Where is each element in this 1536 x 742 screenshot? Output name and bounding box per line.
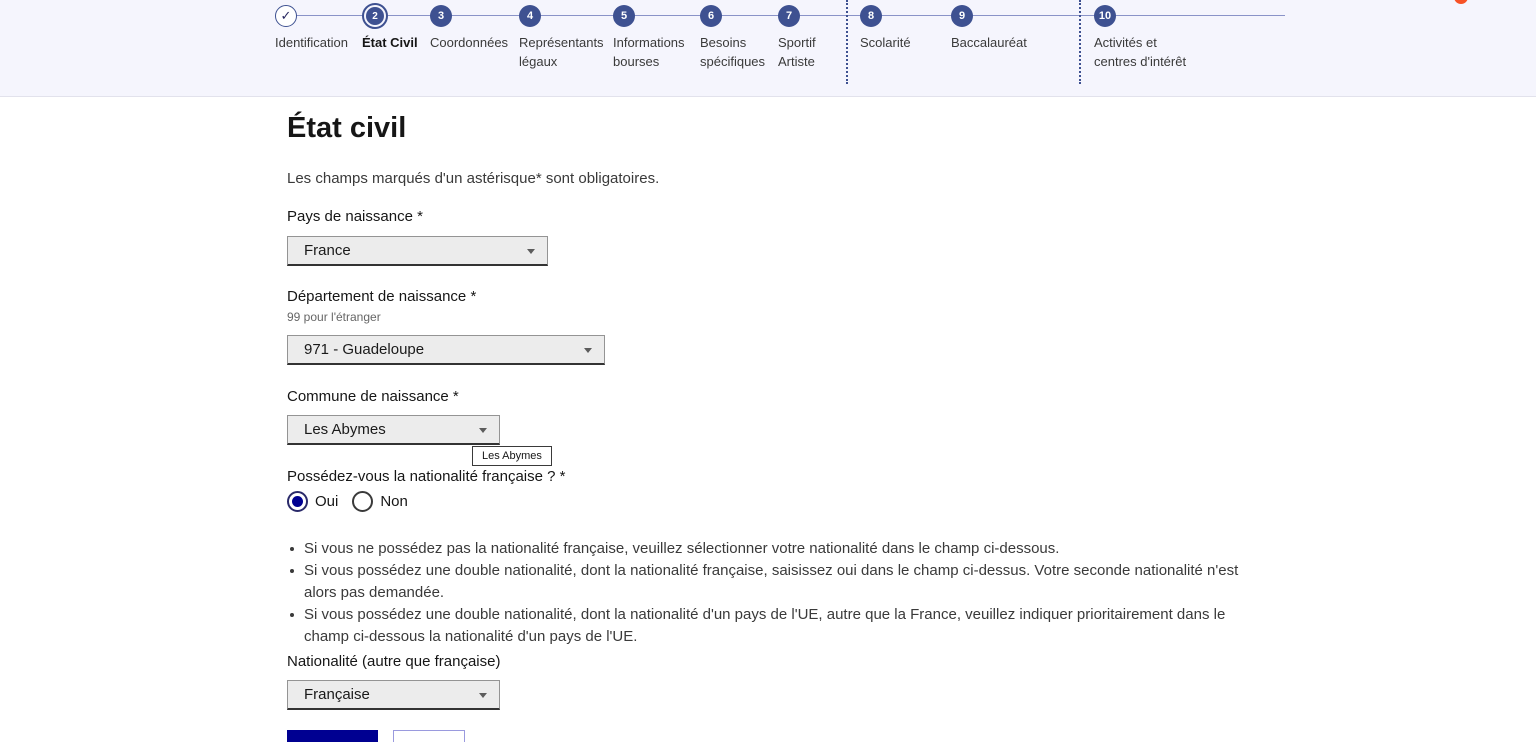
chevron-down-icon: [527, 249, 535, 254]
step-number: 7: [778, 5, 800, 27]
pays-naissance-value: France: [304, 242, 351, 259]
commune-naissance-select[interactable]: [287, 415, 500, 445]
notification-dot: [1454, 0, 1468, 4]
secondary-button[interactable]: [393, 730, 465, 742]
step-label: Sportif Artiste: [778, 35, 816, 69]
step-done-check-icon: ✓: [275, 5, 297, 27]
commune-naissance-label: Commune de naissance *: [287, 388, 459, 405]
chevron-down-icon: [479, 693, 487, 698]
stepper-step-activites-centres-interet[interactable]: [1094, 5, 1186, 71]
nationalite-radio-group: [287, 491, 408, 512]
radio-button-unchecked[interactable]: [352, 491, 373, 512]
nationality-info-list: [287, 538, 1239, 648]
list-item: Si vous ne possédez pas la nationalité française, veuillez sélectionner votre nationalité dans le champ ci-dessous.: [287, 538, 1239, 560]
stepper-step-etat-civil[interactable]: [362, 3, 418, 52]
stepper-step-baccalaureat[interactable]: [951, 5, 1027, 52]
step-label: Besoins spécifiques: [700, 35, 766, 69]
step-label: Activités et centres d'intérêt: [1094, 35, 1187, 69]
stepper-step-scolarite[interactable]: [860, 5, 911, 52]
step-label: Identification: [275, 35, 348, 50]
nationalite-autre-value: Française: [304, 686, 370, 703]
radio-option-non[interactable]: [352, 491, 408, 512]
list-item: Si vous possédez une double nationalité, dont la nationalité d'un pays de l'UE, autre que la France, veuillez indiquer prioritairement dans le champ ci-dessous la nationalité d'un pays de l'UE.: [287, 604, 1239, 648]
step-label: État Civil: [362, 35, 418, 50]
step-active-ring: [362, 3, 388, 29]
stepper-step-identification[interactable]: [275, 5, 348, 52]
stepper-section-divider: [1079, 0, 1081, 84]
step-label: Baccalauréat: [951, 35, 1027, 50]
radio-label-non: Non: [380, 493, 408, 510]
pays-naissance-select[interactable]: [287, 236, 548, 266]
step-number: 3: [430, 5, 452, 27]
stepper-section-divider: [846, 0, 848, 84]
stepper-step-sportif-artiste[interactable]: [778, 5, 816, 71]
required-fields-note: Les champs marqués d'un astérisque* sont obligatoires.: [287, 170, 660, 187]
step-label: Représentants légaux: [519, 35, 604, 69]
step-label: Coordonnées: [430, 35, 509, 50]
radio-button-checked[interactable]: [287, 491, 308, 512]
radio-label-oui: Oui: [315, 493, 339, 510]
page-title: État civil: [287, 112, 407, 144]
chevron-down-icon: [479, 428, 487, 433]
nationalite-question-label: Possédez-vous la nationalité française ? *: [287, 468, 566, 485]
departement-naissance-hint: 99 pour l'étranger: [287, 310, 381, 324]
commune-tooltip: Les Abymes: [472, 446, 552, 466]
step-number: 10: [1094, 5, 1116, 27]
stepper-step-besoins-specifiques[interactable]: [700, 5, 765, 71]
pays-naissance-label: Pays de naissance *: [287, 208, 423, 225]
departement-naissance-value: 971 - Guadeloupe: [304, 341, 425, 358]
nationalite-autre-select[interactable]: [287, 680, 500, 710]
list-item: Si vous possédez une double nationalité, dont la nationalité française, saisissez oui dans le champ ci-dessus. Votre seconde nationalité n'est alors pas demandée.: [287, 560, 1239, 604]
step-number: 9: [951, 5, 973, 27]
departement-naissance-select[interactable]: [287, 335, 605, 365]
stepper-step-representants-legaux[interactable]: [519, 5, 604, 71]
step-number: 4: [519, 5, 541, 27]
step-label: Informations bourses: [613, 35, 685, 69]
stepper-step-coordonnees[interactable]: [430, 5, 508, 52]
radio-option-oui[interactable]: [287, 491, 338, 512]
step-number: 5: [613, 5, 635, 27]
step-number: 2: [366, 7, 384, 25]
step-number: 8: [860, 5, 882, 27]
step-number: 6: [700, 5, 722, 27]
primary-button[interactable]: [287, 730, 378, 742]
stepper-header: [0, 0, 1536, 97]
stepper-step-informations-bourses[interactable]: [613, 5, 685, 71]
step-label: Scolarité: [860, 35, 911, 50]
chevron-down-icon: [584, 348, 592, 353]
departement-naissance-label: Département de naissance *: [287, 288, 477, 305]
commune-naissance-value: Les Abymes: [304, 421, 386, 438]
nationalite-autre-label: Nationalité (autre que française): [287, 653, 501, 670]
